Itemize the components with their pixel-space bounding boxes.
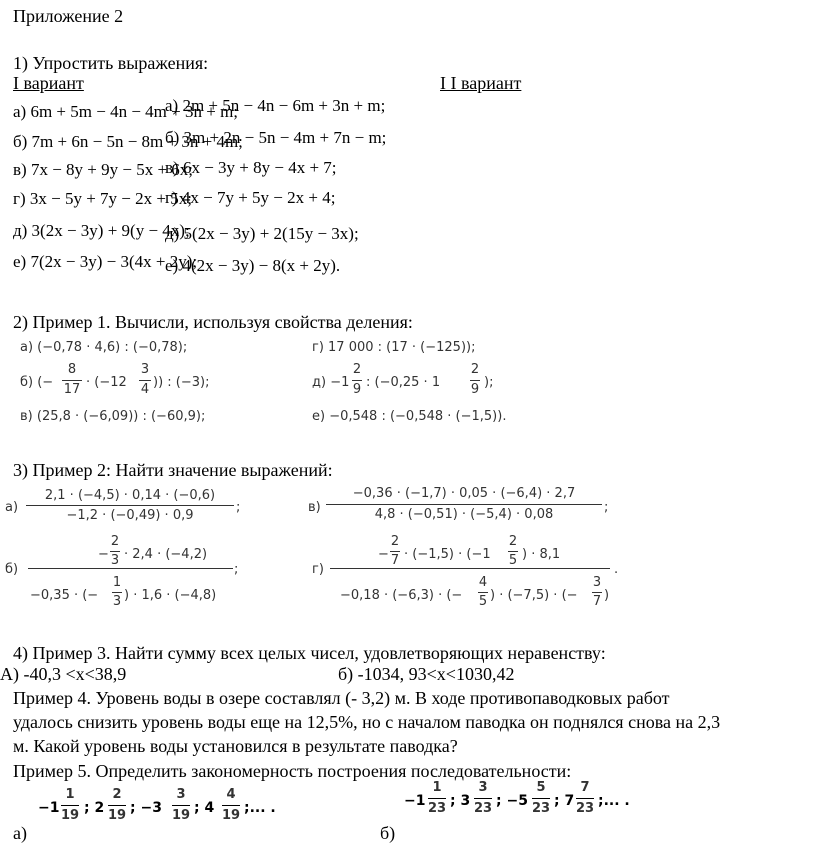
section-1-title: 1) Упростить выражения: [13, 53, 209, 73]
s2-item-e: е) −0,548 : (−0,548 · (−1,5)). [312, 409, 507, 424]
s4-item-a: А) -40,3 <x<38,9 [0, 664, 127, 684]
v1-item-d: д) 3(2x − 3y) + 9(y − 4x); [13, 221, 190, 240]
example-4-line-1: Пример 4. Уровень воды в озере составлял (- 3,2) м. В ходе противопаводковых работ [13, 688, 670, 708]
v2-item-b: б) 3m + 2n − 5n − 4m + 7n − m; [165, 128, 387, 147]
section-4-title: 4) Пример 3. Найти сумму всех целых чисел, удовлетворяющих неравенству: [13, 643, 606, 663]
section-3-title: 3) Пример 2: Найти значение выражений: [13, 460, 333, 480]
sequence-b-label: б) [380, 823, 396, 843]
v2-item-a: а) 2m + 5n − 4n − 6m + 3n + m; [165, 96, 386, 115]
page-title: Приложение 2 [13, 6, 124, 26]
v1-item-a: а) 6m + 5m − 4n − 4m + 3n + m; [13, 102, 239, 121]
sequence-a-label: а) [13, 823, 27, 843]
v2-item-d: д) 5(2x − 3y) + 2(15y − 3x); [165, 224, 359, 243]
s2-item-v: в) (25,8 · (−6,09)) : (−60,9); [20, 409, 206, 424]
example-5-title: Пример 5. Определить закономерность построения последовательности: [13, 761, 572, 781]
v2-item-v: в) 6x − 3y + 8y − 4x + 7; [165, 158, 337, 177]
s2-item-a: а) (−0,78 · 4,6) : (−0,78); [20, 340, 188, 355]
example-4-line-3: м. Какой уровень воды установился в результате паводка? [13, 736, 458, 756]
variant-1-label: I вариант [13, 73, 84, 93]
v1-item-v: в) 7x − 8y + 9y − 5x + 6x; [13, 160, 194, 179]
v2-item-e: е) 4(2x − 3y) − 8(x + 2y). [165, 256, 341, 275]
section-2-title: 2) Пример 1. Вычисли, используя свойства деления: [13, 312, 413, 332]
v1-item-e: е) 7(2x − 3y) − 3(4x + 2y); [13, 252, 198, 271]
s4-item-b: б) -1034, 93<x<1030,42 [338, 664, 515, 684]
v2-item-g: г) 4x − 7y + 5y − 2x + 4; [165, 188, 336, 207]
example-4-line-2: удалось снизить уровень воды еще на 12,5%, но с началом паводка он поднялся снова на 2,3 [13, 712, 721, 732]
v1-item-g: г) 3x − 5y + 7y − 2x + 5x; [13, 189, 192, 208]
s2-item-g: г) 17 000 : (17 · (−125)); [312, 340, 476, 355]
variant-2-label: I I вариант [440, 73, 522, 93]
v1-item-b: б) 7m + 6n − 5n − 8m + 3n + 4m; [13, 132, 243, 151]
